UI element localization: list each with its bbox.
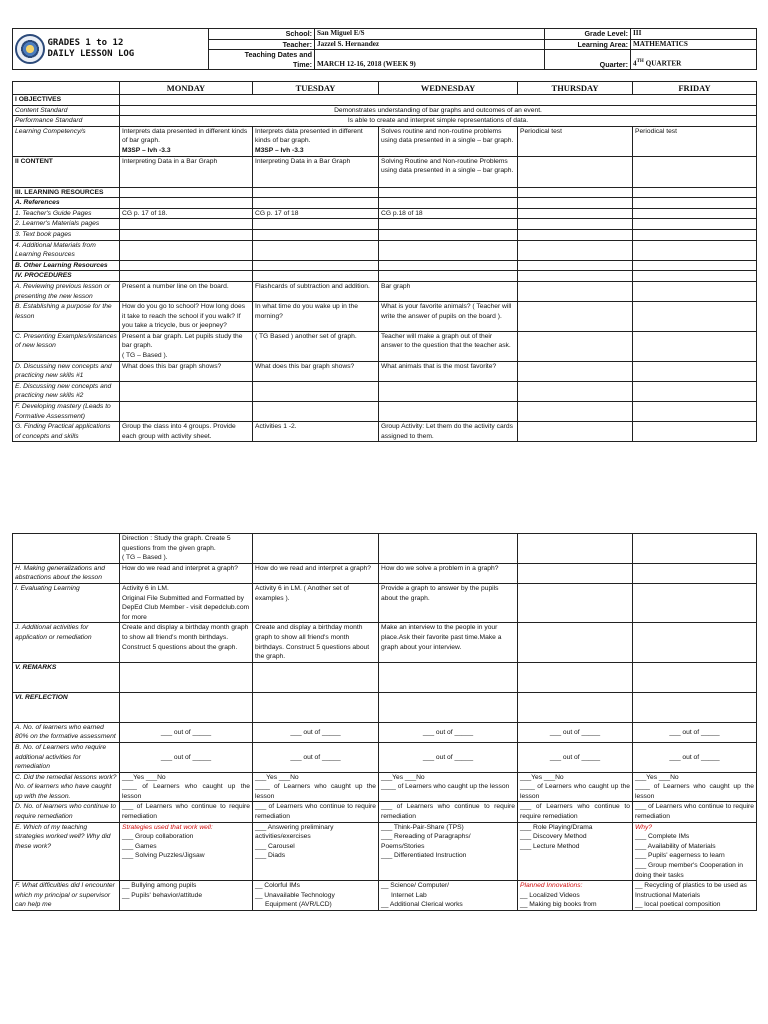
checklist-item: ___ Think-Pair-Share (TPS) — [381, 823, 464, 831]
table-row — [13, 331, 757, 361]
yes-no: ___Yes ___No — [255, 773, 299, 781]
empty-cell — [253, 219, 379, 230]
empty-cell — [518, 381, 633, 401]
empty-cell — [518, 260, 633, 271]
checklist-item: Internet Lab — [391, 891, 427, 899]
remarks-heading: V. REMARKS — [13, 662, 120, 692]
empty-cell — [253, 662, 379, 692]
checklist-item: Equipment (AVR/LCD) — [265, 901, 332, 909]
competency-text: Interprets data presented in different kinds of bar graph. — [255, 127, 363, 145]
teacher-label: Teacher: — [209, 39, 315, 50]
row-label: E. Which of my teaching strategies worked well? Why did these work? — [13, 822, 120, 881]
day-thursday: THURSDAY — [518, 82, 633, 95]
references-heading: A. References — [13, 198, 120, 209]
caught-up-text: ____ of Learners who caught up the lesson — [520, 783, 630, 800]
content-standard-text: Demonstrates understanding of bar graphs and outcomes of an event. — [120, 105, 757, 116]
cell-tuesday — [253, 822, 379, 881]
empty-cell — [633, 692, 757, 722]
empty-cell — [379, 662, 518, 692]
table-row — [13, 772, 757, 802]
row-label: D. No. of learners who continue to require remediation — [13, 802, 120, 822]
grade-value: III — [631, 29, 757, 40]
yes-no: ___Yes ___No — [122, 773, 166, 781]
cell-monday: Interpreting Data in a Bar Graph — [120, 156, 253, 187]
row-label: H. Making generalizations and abstractions about the lesson — [13, 563, 120, 583]
row-label: Learning Competency/s — [13, 126, 120, 156]
table-row — [13, 881, 757, 911]
empty-cell — [120, 229, 253, 240]
cell-wednesday: Teacher will make a graph out of their answer to the question that the teacher ask. — [379, 331, 518, 361]
checklist-item: ___ Complete IMs — [635, 833, 690, 841]
dates-label — [209, 50, 315, 70]
empty-cell — [253, 271, 379, 282]
section-row — [13, 662, 757, 692]
cell-friday — [633, 208, 757, 219]
cell-wednesday: What animals that is the most favorite? — [379, 361, 518, 381]
empty-cell — [379, 240, 518, 260]
area-label: Learning Area: — [545, 39, 631, 50]
cell-text: Activity 6 in LM. — [122, 584, 169, 592]
empty-cell — [518, 219, 633, 230]
other-resources-heading: B. Other Learning Resources — [13, 260, 120, 271]
header-table — [12, 28, 757, 70]
cell-tuesday — [253, 126, 379, 156]
cell-tuesday — [253, 772, 379, 802]
cell-monday: Present a number line on the board. — [120, 281, 253, 301]
competency-text: Interprets data presented in different kinds of bar graph. — [122, 127, 248, 145]
procedures-heading: IV. PROCEDURES — [13, 271, 120, 282]
empty-cell — [379, 692, 518, 722]
empty-cell — [120, 187, 253, 198]
empty-cell — [120, 692, 253, 722]
checklist-item: ___ Availability of Materials — [635, 842, 716, 850]
out-of-friday: ___ out of _____ — [633, 722, 757, 742]
cell-friday — [633, 422, 757, 442]
empty-cell — [379, 402, 518, 422]
out-of-tuesday: ___ out of _____ — [253, 722, 379, 742]
empty-cell — [253, 187, 379, 198]
cell-monday — [120, 822, 253, 881]
table-row — [13, 623, 757, 662]
checklist-item: ___ Games — [122, 842, 157, 850]
empty-cell — [379, 271, 518, 282]
row-label: F. Developing mastery (Leads to Formative Assessment) — [13, 402, 120, 422]
cell-tuesday: Flashcards of subtraction and addition. — [253, 281, 379, 301]
innovations-heading: Planned Innovations: — [520, 882, 583, 890]
cell-friday — [633, 281, 757, 301]
cell-monday: Create and display a birthday month graph to show all friend's month birthdays. Construct 5 questions about the graph. — [120, 623, 253, 662]
cell-tuesday: ( TG Based ) another set of graph. — [253, 331, 379, 361]
row-label: J. Additional activities for application or remediation — [13, 623, 120, 662]
row-label: E. Discussing new concepts and practicing new skills #2 — [13, 381, 120, 401]
section-row — [13, 198, 757, 209]
quarter-label: Quarter: — [545, 50, 631, 70]
empty-cell — [633, 271, 757, 282]
empty-cell — [120, 381, 253, 401]
table-row — [13, 240, 757, 260]
cell-thursday — [518, 208, 633, 219]
cell-tuesday: Create and display a birthday month graph to show all friend's month birthdays. Construct 5 questions about the graph. — [253, 623, 379, 662]
cell-wednesday — [379, 772, 518, 802]
grade-label: Grade Level: — [545, 29, 631, 40]
cell-monday — [120, 534, 253, 564]
cell-thursday — [518, 822, 633, 881]
empty-cell — [518, 198, 633, 209]
cell-tuesday — [253, 881, 379, 911]
table-row — [13, 105, 757, 116]
table-row — [13, 302, 757, 332]
table-row — [13, 583, 757, 622]
cell-tuesday: Activity 6 in LM. ( Another set of examples ). — [253, 583, 379, 622]
cell-friday — [633, 583, 757, 622]
table-row — [13, 822, 757, 881]
cell-friday: ___ of Learners who continue to require remediation — [633, 802, 757, 822]
cell-friday — [633, 156, 757, 187]
blank-corner — [13, 82, 120, 95]
empty-cell — [518, 402, 633, 422]
empty-cell — [253, 198, 379, 209]
cell-monday: How do we read and interpret a graph? — [120, 563, 253, 583]
empty-cell — [518, 692, 633, 722]
cell-tuesday: What does this bar graph shows? — [253, 361, 379, 381]
checklist-item: ___ Answering preliminary activities/exercises — [255, 823, 334, 841]
empty-cell — [253, 692, 379, 722]
empty-cell — [379, 534, 518, 564]
out-of-monday: ___ out of _____ — [120, 742, 253, 772]
quarter-sup: TH — [636, 59, 644, 65]
empty-cell — [633, 534, 757, 564]
table-row — [13, 722, 757, 742]
cell-tuesday: CG p. 17 of 18 — [253, 208, 379, 219]
dates-value: MARCH 12-16, 2018 (WEEK 9) — [315, 50, 545, 70]
cell-monday: CG p. 17 of 18. — [120, 208, 253, 219]
row-label: Performance Standard — [13, 116, 120, 127]
cell-friday: Periodical test — [633, 126, 757, 156]
empty-cell — [120, 219, 253, 230]
cell-wednesday: Solves routine and non-routine problems using data presented in a single – bar graph. — [379, 126, 518, 156]
cell-wednesday — [379, 822, 518, 881]
cell-thursday — [518, 156, 633, 187]
empty-cell — [253, 260, 379, 271]
dates-label-line2: Time: — [292, 59, 312, 69]
lesson-log-table-2 — [12, 533, 757, 911]
cell-text: ( TG – Based ). — [122, 554, 168, 562]
cell-tuesday: Interpreting Data in a Bar Graph — [253, 156, 379, 187]
row-label: C. Did the remedial lessons work? No. of learners who have caught up with the lesson. — [13, 772, 120, 802]
row-label: II CONTENT — [13, 156, 120, 187]
table-row — [13, 534, 757, 564]
school-label: School: — [209, 29, 315, 40]
row-label: G. Finding Practical applications of concepts and skills — [13, 422, 120, 442]
cell-thursday — [518, 623, 633, 662]
quarter-value — [631, 50, 757, 70]
out-of-thursday: ___ out of _____ — [518, 742, 633, 772]
empty-cell — [518, 240, 633, 260]
cell-thursday — [518, 772, 633, 802]
empty-cell — [379, 229, 518, 240]
cell-text: ( TG – Based ). — [122, 352, 168, 360]
caught-up-text: ____ of Learners who caught up the lesson — [635, 783, 754, 800]
checklist-item: __ Science/ Computer/ — [381, 882, 450, 890]
empty-cell — [120, 402, 253, 422]
quarter-num: 4 — [633, 59, 637, 68]
checklist-item: __ Making big books from — [520, 901, 597, 909]
cell-wednesday: What is your favorite animals? ( Teacher will write the answer of pupils on the board ). — [379, 302, 518, 332]
why-heading: Why? — [635, 823, 653, 831]
empty-cell — [518, 271, 633, 282]
row-label: C. Presenting Examples/instances of new lesson — [13, 331, 120, 361]
lesson-log-table-1 — [12, 81, 757, 442]
section-row — [13, 260, 757, 271]
empty-cell — [633, 260, 757, 271]
teacher-value: Jazzel S. Hernandez — [315, 39, 545, 50]
cell-thursday — [518, 881, 633, 911]
row-label: A. No. of learners who earned 80% on the formative assessment — [13, 722, 120, 742]
cell-monday — [120, 126, 253, 156]
cell-monday — [120, 331, 253, 361]
checklist-item: ___ Discovery Method — [520, 833, 587, 841]
cell-wednesday: Provide a graph to answer by the pupils about the graph. — [379, 583, 518, 622]
quarter-word: QUARTER — [643, 59, 682, 68]
checklist-item: __ Localized Videos — [520, 891, 580, 899]
strategies-heading: Strategies used that work well: — [122, 823, 213, 831]
competency-code: M3SP – Ivh -3.3 — [122, 146, 171, 154]
section-row — [13, 95, 757, 106]
cell-monday: ___ of Learners who continue to require remediation — [120, 802, 253, 822]
table-row — [13, 381, 757, 401]
empty-cell — [379, 260, 518, 271]
day-header-row — [13, 82, 757, 95]
day-friday: FRIDAY — [633, 82, 757, 95]
empty-cell — [633, 187, 757, 198]
table-row — [13, 229, 757, 240]
reflection-heading: VI. REFLECTION — [13, 692, 120, 722]
checklist-item: ___ Differentiated Instruction — [381, 852, 467, 860]
checklist-item: ___ Group collaboration — [122, 833, 194, 841]
cell-wednesday: Solving Routine and Non-routine Problems using data presented in a single – bar graph. — [379, 156, 518, 187]
cell-thursday — [518, 563, 633, 583]
empty-cell — [518, 662, 633, 692]
deped-seal-icon — [15, 34, 45, 64]
empty-cell — [518, 229, 633, 240]
cell-friday — [633, 822, 757, 881]
school-value: San Miguel E/S — [315, 29, 545, 40]
row-label: 4. Additional Materials from Learning Resources — [13, 240, 120, 260]
empty-cell — [518, 187, 633, 198]
cell-monday: How do you go to school? How long does it take to reach the school if you walk? If you take a tricycle, bus or jeepney? — [120, 302, 253, 332]
checklist-item: ___ Rereading of Paragraphs/ Poems/Stories — [381, 833, 471, 850]
empty-cell — [633, 381, 757, 401]
cell-wednesday: How do we solve a problem in a graph? — [379, 563, 518, 583]
area-value: MATHEMATICS — [631, 39, 757, 50]
cell-text: Original File Submitted and Formatted by DepEd Club Member - visit depedclub.com for more — [122, 594, 250, 621]
empty-cell — [13, 534, 120, 564]
table-row — [13, 742, 757, 772]
empty-cell — [120, 271, 253, 282]
cell-tuesday: Activities 1 -2. — [253, 422, 379, 442]
cell-friday — [633, 563, 757, 583]
empty-cell — [120, 662, 253, 692]
row-label: B. Establishing a purpose for the lesson — [13, 302, 120, 332]
table-row — [13, 361, 757, 381]
empty-cell — [633, 219, 757, 230]
row-label: D. Discussing new concepts and practicing new skills #1 — [13, 361, 120, 381]
out-of-wednesday: ___ out of _____ — [379, 722, 518, 742]
checklist-item: ___ Role Playing/Drama — [520, 823, 593, 831]
section-row — [13, 271, 757, 282]
checklist-item: ___ Pupils' eagerness to learn — [635, 852, 725, 860]
empty-cell — [379, 219, 518, 230]
checklist-item: ___ Lecture Method — [520, 842, 580, 850]
title-line-2: DAILY LESSON LOG — [47, 49, 135, 59]
empty-cell — [379, 381, 518, 401]
cell-wednesday — [379, 881, 518, 911]
empty-cell — [120, 260, 253, 271]
checklist-item: __ Additional Clerical works — [381, 901, 463, 909]
yes-no: ___Yes ___No — [635, 773, 679, 781]
cell-wednesday: ___ of Learners who continue to require remediation — [379, 802, 518, 822]
cell-text: Direction : Study the graph. Create 5 questions from the given graph. — [122, 535, 231, 552]
cell-wednesday: Bar graph — [379, 281, 518, 301]
out-of-monday: ___ out of _____ — [120, 722, 253, 742]
cell-tuesday: How do we read and interpret a graph? — [253, 563, 379, 583]
cell-friday — [633, 623, 757, 662]
cell-friday — [633, 881, 757, 911]
checklist-item: __ local poetical composition — [635, 901, 721, 909]
empty-cell — [633, 198, 757, 209]
checklist-item: ___ Carousel — [255, 842, 295, 850]
log-title — [46, 29, 209, 70]
row-label: F. What difficulties did I encounter which my principal or supervisor can help me — [13, 881, 120, 911]
empty-cell — [120, 95, 757, 106]
out-of-thursday: ___ out of _____ — [518, 722, 633, 742]
cell-monday — [120, 772, 253, 802]
checklist-item: __ Bullying among pupils — [122, 882, 197, 890]
out-of-wednesday: ___ out of _____ — [379, 742, 518, 772]
cell-friday — [633, 331, 757, 361]
checklist-item: __ Unavailable Technology — [255, 891, 335, 899]
out-of-friday: ___ out of _____ — [633, 742, 757, 772]
competency-code: M3SP – Ivh -3.3 — [255, 146, 304, 154]
cell-thursday — [518, 422, 633, 442]
dates-label-line1: Teaching Dates and — [244, 50, 312, 59]
cell-thursday — [518, 302, 633, 332]
row-label: A. Reviewing previous lesson or presenting the new lesson — [13, 281, 120, 301]
row-label: 1. Teacher's Guide Pages — [13, 208, 120, 219]
caught-up-text: ____ of Learners who caught up the lesson — [255, 783, 376, 800]
day-tuesday: TUESDAY — [253, 82, 379, 95]
table-row — [13, 402, 757, 422]
cell-wednesday: Group Activity: Let them do the activity cards assigned to them. — [379, 422, 518, 442]
day-monday: MONDAY — [120, 82, 253, 95]
cell-thursday: ___ of Learners who continue to require remediation — [518, 802, 633, 822]
out-of-tuesday: ___ out of _____ — [253, 742, 379, 772]
empty-cell — [633, 229, 757, 240]
cell-tuesday: ___ of Learners who continue to require remediation — [253, 802, 379, 822]
empty-cell — [120, 198, 253, 209]
cell-text: Present a bar graph. Let pupils study the bar graph. — [122, 332, 243, 350]
performance-standard-text: Is able to create and interpret simple representations of data. — [120, 116, 757, 127]
cell-monday — [120, 583, 253, 622]
deped-logo-cell — [13, 29, 46, 70]
cell-wednesday: CG p.18 of 18 — [379, 208, 518, 219]
row-label: 3. Text book pages — [13, 229, 120, 240]
empty-cell — [253, 229, 379, 240]
cell-monday: What does this bar graph shows? — [120, 361, 253, 381]
resources-heading: III. LEARNING RESOURCES — [13, 187, 120, 198]
empty-cell — [633, 240, 757, 260]
checklist-item: ___ Diads — [255, 852, 286, 860]
row-label: I. Evaluating Learning — [13, 583, 120, 622]
row-label: 2. Learner's Materials pages — [13, 219, 120, 230]
cell-thursday — [518, 281, 633, 301]
checklist-item: __ Pupils' behavior/attitude — [122, 891, 203, 899]
empty-cell — [633, 402, 757, 422]
cell-friday — [633, 772, 757, 802]
cell-friday — [633, 361, 757, 381]
empty-cell — [253, 381, 379, 401]
table-row — [13, 219, 757, 230]
cell-thursday — [518, 331, 633, 361]
section-row — [13, 187, 757, 198]
title-line-1: GRADES 1 to 12 — [47, 38, 124, 48]
cell-thursday — [518, 361, 633, 381]
empty-cell — [253, 534, 379, 564]
table-row — [13, 116, 757, 127]
empty-cell — [253, 240, 379, 260]
cell-friday — [633, 302, 757, 332]
table-row — [13, 126, 757, 156]
table-row — [13, 281, 757, 301]
section-row — [13, 692, 757, 722]
empty-cell — [120, 240, 253, 260]
objectives-heading: I OBJECTIVES — [13, 95, 120, 106]
cell-wednesday: Make an interview to the people in your place.Ask their favorite past time.Make a graph about your interview. — [379, 623, 518, 662]
row-label: Content Standard — [13, 105, 120, 116]
cell-thursday — [518, 583, 633, 622]
day-wednesday: WEDNESDAY — [379, 82, 518, 95]
table-row — [13, 422, 757, 442]
table-row — [13, 208, 757, 219]
yes-no: ___Yes ___No — [381, 773, 425, 781]
checklist-item: ___ Solving Puzzles/Jigsaw — [122, 852, 205, 860]
row-label: B. No. of Learners who require additional activities for remediation — [13, 742, 120, 772]
yes-no: ___Yes ___No — [520, 773, 564, 781]
checklist-item: __ Colorful IMs — [255, 882, 300, 890]
table-row — [13, 563, 757, 583]
checklist-item: ___ Group member's Cooperation in doing their tasks — [635, 862, 743, 879]
cell-monday: Group the class into 4 groups. Provide each group with activity sheet. — [120, 422, 253, 442]
empty-cell — [633, 662, 757, 692]
empty-cell — [253, 402, 379, 422]
empty-cell — [379, 198, 518, 209]
empty-cell — [518, 534, 633, 564]
caught-up-text: ____ of Learners who caught up the lesson — [122, 783, 250, 800]
cell-tuesday: In what time do you wake up in the morning? — [253, 302, 379, 332]
cell-thursday: Periodical test — [518, 126, 633, 156]
cell-monday — [120, 881, 253, 911]
empty-cell — [379, 187, 518, 198]
table-row — [13, 802, 757, 822]
table-row — [13, 156, 757, 187]
caught-up-text: ____ of Learners who caught up the lesson — [381, 783, 510, 791]
checklist-item: __ Recycling of plastics to be used as Instructional Materials — [635, 882, 747, 899]
